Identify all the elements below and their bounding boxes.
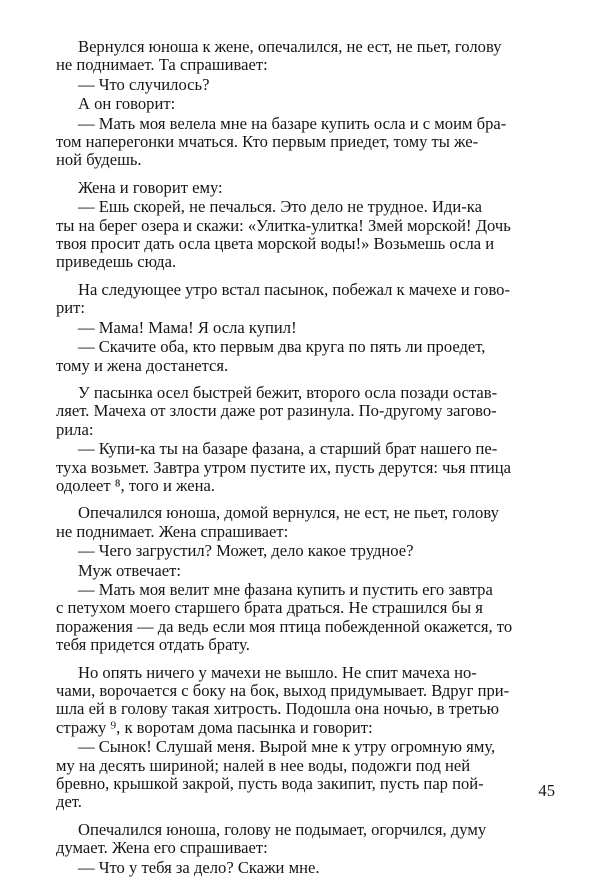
paragraph: — Мама! Мама! Я осла купил!	[78, 317, 297, 337]
paragraph: У пасынка осел быстрей бежит, второго осла позади остав- ляет. Мачеха от злости даже рот разинула. По-другому загово- рила:	[56, 382, 498, 439]
paragraph: А он говорит:	[78, 94, 176, 114]
paragraph: Вернулся юноша к жене, опечалился, не ест, не пьет, голову не поднимает. Та спрашивает:	[56, 37, 502, 75]
paragraph: Жена и говорит ему:	[78, 177, 223, 197]
paragraph: — Мать моя велит мне фазана купить и пустить его завтра с петухом моего старшего брата драться. Не страшился бы я поражения — да ведь если моя птица побежденной окажется, то тебя придется отдать брату.	[56, 579, 513, 655]
paragraph: — Что у тебя за дело? Скажи мне.	[78, 857, 320, 877]
paragraph: На следующее утро встал пасынок, побежал к мачехе и гово- рит:	[56, 279, 510, 318]
page-number: 45	[538, 781, 555, 800]
paragraph: — Купи-ка ты на базаре фазана, а старший брат нашего пе- туха возьмет. Завтра утром пустите их, пусть дерутся: чья птица одолеет ⁸, того и жена.	[56, 439, 512, 495]
page-body-text	[56, 38, 554, 877]
paragraph: — Что случилось?	[78, 74, 210, 94]
paragraph: — Сынок! Слушай меня. Вырой мне к утру огромную яму, му на десять шириной; налей в нее воды, подожги под ней бревно, крышкой закрой, пусть вода закипит, пусть пар пой- дет.	[56, 737, 496, 812]
paragraph: — Скачите оба, кто первым два круга по пять ли проедет, тому и жена достанется.	[56, 337, 486, 375]
paragraph: Опечалился юноша, домой вернулся, не ест, не пьет, голову не поднимает. Жена спрашивает:	[56, 503, 499, 541]
paragraph: — Чего загрустил? Может, дело какое трудное?	[78, 541, 414, 561]
paragraph: Опечалился юноша, голову не подымает, огорчился, думу думает. Жена его спрашивает:	[56, 819, 487, 858]
paragraph: — Ешь скорей, не печалься. Это дело не трудное. Иди-ка ты на берег озера и скажи: «Улитка-улитка! Змей морской! Дочь твоя просит дать осла цвета морской воды!» Возьмешь осла и приведешь сюда.	[56, 197, 511, 272]
paragraph: Но опять ничего у мачехи не вышло. Не спит мачеха но- чами, ворочается с боку на бок, выход придумывает. Вдруг при- шла ей в голову такая хитрость. Подошла она ночью, в третью стражу ⁹, к воротам дома пасынка и говорит:	[56, 662, 510, 737]
paragraph: — Мать моя велела мне на базаре купить осла и с моим бра- том наперегонки мчаться. Кто первым приедет, тому ты же- ной будешь.	[56, 113, 507, 170]
paragraph: Муж отвечает:	[78, 560, 181, 580]
